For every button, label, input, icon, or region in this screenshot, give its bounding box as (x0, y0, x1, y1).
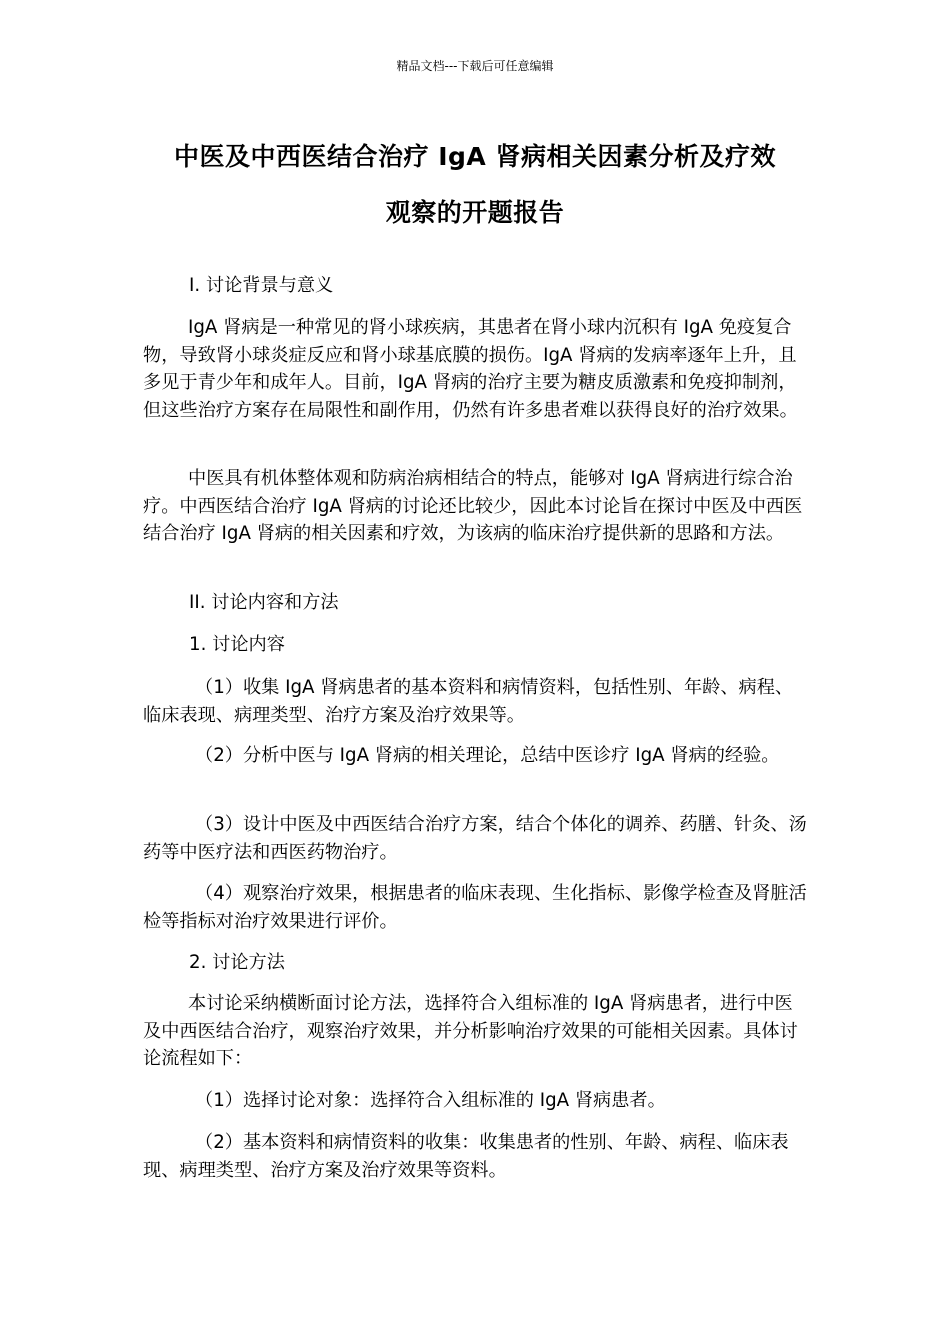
content-item-4: （4）观察治疗效果，根据患者的临床表现、生化指标、影像学检查及肾脏活检等指标对治疗效果进行评价。 (143, 883, 807, 932)
content-item-1: （1）收集 IgA 肾病患者的基本资料和病情资料，包括性别、年龄、病程、临床表现、病理类型、治疗方案及治疗效果等。 (143, 677, 794, 726)
content-item-2: （2）分析中医与 IgA 肾病的相关理论，总结中医诊疗 IgA 肾病的经验。 (195, 745, 780, 766)
document-title-line-1: 中医及中西医结合治疗 IgA 肾病相关因素分析及疗效 (174, 142, 776, 171)
method-item-2: （2）基本资料和病情资料的收集：收集患者的性别、年龄、病程、临床表现、病理类型、治疗方案及治疗效果等资料。 (143, 1132, 789, 1181)
document-title-line-2: 观察的开题报告 (385, 198, 565, 227)
header-note: 精品文档---下载后可任意编辑 (396, 59, 554, 73)
section-1-paragraph-1: IgA 肾病是一种常见的肾小球疾病，其患者在肾小球内沉积有 IgA 免疫复合物，导致肾小球炎症反应和肾小球基底膜的损伤。IgA 肾病的发病率逐年上升，且多见于青少年和成年人。目前，IgA 肾病的治疗主要为糖皮质激素和免疫抑制剂，但这些治疗方案存在局限性和副作用，仍然有许多患者难以获得良好的治疗效果。 (143, 317, 798, 421)
method-item-1: （1）选择讨论对象：选择符合入组标准的 IgA 肾病患者。 (195, 1090, 666, 1111)
method-intro-paragraph: 本讨论采纳横断面讨论方法，选择符合入组标准的 IgA 肾病患者，进行中医及中西医结合治疗，观察治疗效果，并分析影响治疗效果的可能相关因素。具体讨论流程如下： (143, 993, 798, 1069)
content-item-3: （3）设计中医及中西医结合治疗方案，结合个体化的调养、药膳、针灸、汤药等中医疗法和西医药物治疗。 (143, 814, 807, 863)
subsection-1-heading: 1. 讨论内容 (189, 634, 285, 655)
section-2-heading: II. 讨论内容和方法 (189, 592, 339, 613)
section-1-paragraph-2: 中医具有机体整体观和防病治病相结合的特点，能够对 IgA 肾病进行综合治疗。中西医结合治疗 IgA 肾病的讨论还比较少，因此本讨论旨在探讨中医及中西医结合治疗 IgA 肾病的相关因素和疗效，为该病的临床治疗提供新的思路和方法。 (143, 468, 803, 544)
subsection-2-heading: 2. 讨论方法 (189, 952, 285, 973)
section-1-heading: I. 讨论背景与意义 (189, 275, 334, 296)
